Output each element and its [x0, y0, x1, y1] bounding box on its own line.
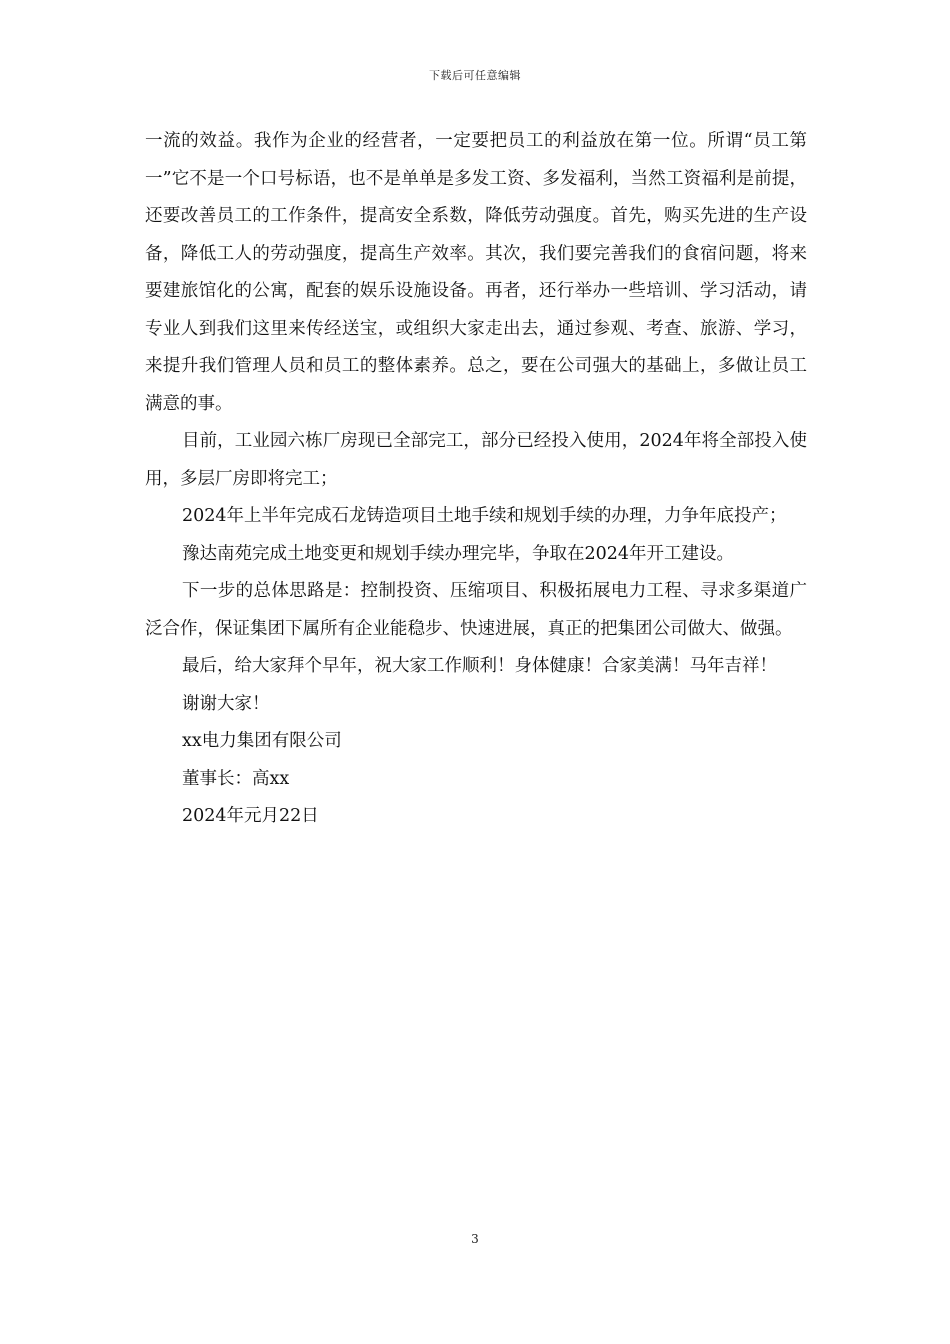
- document-body: [145, 123, 807, 836]
- page-number: 3: [471, 1232, 479, 1246]
- paragraph-continuation: 一流的效益。我作为企业的经营者，一定要把员工的利益放在第一位。所谓“员工第一”它不是一个口号标语，也不是单单是多发工资、多发福利，当然工资福利是前提，还要改善员工的工作条件，提高安全系数，降低劳动强度。首先，购买先进的生产设备，降低工人的劳动强度，提高生产效率。其次，我们要完善我们的食宿问题，将来要建旅馆化的公寓，配套的娱乐设施设备。再者，还行举办一些培训、学习活动，请专业人到我们这里来传经送宝，或组织大家走出去，通过参观、考查、旅游、学习，来提升我们管理人员和员工的整体素养。总之，要在公司强大的基础上，多做让员工满意的事。: [145, 131, 807, 414]
- paragraph-yuda-nanyuan: 豫达南苑完成土地变更和规划手续办理完毕，争取在2024年开工建设。: [182, 543, 735, 564]
- closing-company: xx电力集团有限公司: [182, 731, 342, 751]
- closing-thanks: 谢谢大家！: [182, 693, 270, 714]
- paragraph-new-year-wishes: 最后，给大家拜个早年，祝大家工作顺利！身体健康！合家美满！马年吉祥！: [182, 656, 777, 676]
- page-header: 下载后可任意编辑: [429, 69, 521, 82]
- paragraph-shilong-casting: 2024年上半年完成石龙铸造项目土地手续和规划手续的办理，力争年底投产；: [182, 506, 787, 526]
- closing-date: 2024年元月22日: [182, 806, 319, 826]
- paragraph-industrial-park: 目前，工业园六栋厂房现已全部完工，部分已经投入使用，2024年将全部投入使用，多层厂房即将完工；: [145, 431, 807, 489]
- closing-signer: 董事长：高xx: [182, 768, 290, 789]
- paragraph-overall-plan: 下一步的总体思路是：控制投资、压缩项目、积极拓展电力工程、寻求多渠道广泛合作，保证集团下属所有企业能稳步、快速进展，真正的把集团公司做大、做强。: [145, 581, 807, 639]
